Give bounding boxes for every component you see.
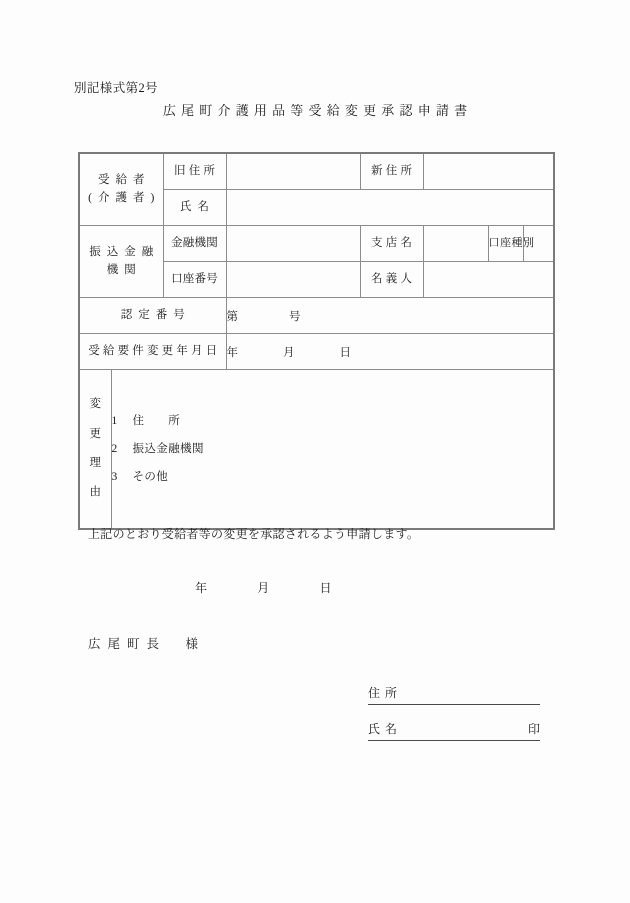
change-date-day: 日: [339, 346, 352, 359]
reason-label-char-2: 更: [89, 427, 101, 440]
old-address-value[interactable]: [226, 153, 360, 190]
bank-label-line1: 振込金融: [89, 246, 160, 259]
change-date-value[interactable]: [226, 334, 554, 370]
account-holder-value[interactable]: [423, 262, 554, 298]
bank-branch-value[interactable]: [423, 226, 488, 262]
applicant-name-label: 氏名: [368, 722, 403, 736]
reason-option-2[interactable]: [112, 435, 554, 463]
recipient-label-line1: 受給者: [98, 174, 151, 187]
new-address-label: 新住所: [360, 153, 423, 190]
table-row-bank-institution: [79, 226, 554, 262]
application-statement: 上記のとおり受給者等の変更を承認されるよう申請します。: [88, 527, 420, 541]
recipient-name-value[interactable]: [226, 190, 554, 226]
reason-label-char-3: 理: [89, 457, 101, 469]
reason-option-1[interactable]: [112, 407, 554, 435]
bank-label-cell: [79, 226, 163, 298]
reason-option-3[interactable]: [112, 463, 554, 491]
application-form-table: [78, 152, 555, 530]
account-number-value[interactable]: [226, 262, 360, 298]
reason-option-2-number: 2: [111, 442, 118, 455]
recipient-name-label: 氏名: [163, 190, 226, 226]
reason-option-1-text: 住 所: [132, 414, 181, 427]
account-number-label: 口座番号: [163, 262, 226, 298]
reason-label-char-1: 変: [89, 398, 101, 411]
change-date-month: 月: [282, 346, 295, 359]
applicant-address-label: 住所: [368, 686, 403, 700]
certification-label: 認定番号: [79, 298, 226, 334]
reason-option-2-text: 振込金融機関: [132, 442, 204, 455]
application-date-day: 日: [319, 581, 332, 595]
seal-icon: 印: [527, 722, 540, 736]
recipient-label-cell: [79, 153, 163, 226]
bank-branch-label: 支店名: [360, 226, 423, 262]
reason-option-1-number: 1: [111, 414, 118, 427]
change-date-year: 年: [226, 346, 239, 359]
application-date-line[interactable]: [195, 579, 332, 596]
reason-option-3-text: その他: [132, 471, 169, 484]
old-address-label: 旧住所: [163, 153, 226, 190]
reason-option-3-number: 3: [111, 471, 118, 484]
form-number: 別記様式第2号: [74, 81, 159, 95]
bank-institution-value[interactable]: [226, 226, 360, 262]
account-type-label: 口座種別: [488, 226, 523, 262]
applicant-address-row[interactable]: [368, 684, 540, 705]
table-row-change-reason: [79, 370, 554, 530]
new-address-value[interactable]: [423, 153, 554, 190]
applicant-name-row[interactable]: [368, 720, 540, 741]
bank-institution-label: 金融機関: [163, 226, 226, 262]
document-title: 広尾町介護用品等受給変更承認申請書: [162, 103, 473, 118]
change-reason-options: [111, 370, 554, 530]
change-reason-label: [79, 370, 111, 530]
reason-label-char-4: 由: [89, 486, 101, 499]
application-date-month: 月: [257, 581, 270, 595]
applicant-signature-block: [368, 684, 540, 756]
application-date-year: 年: [195, 581, 208, 595]
recipient-label-line2: (介護者): [88, 191, 161, 204]
table-row-certification-number: [79, 298, 554, 334]
account-holder-label: 名義人: [360, 262, 423, 298]
bank-label-line2: 機関: [106, 263, 142, 276]
certification-prefix: 第: [226, 310, 239, 323]
certification-value[interactable]: [226, 298, 554, 334]
table-row-change-date: [79, 334, 554, 370]
table-row-recipient-address: [79, 153, 554, 190]
addressee: 広尾町長 様: [88, 637, 206, 651]
change-date-label: 受給要件変更年月日: [79, 334, 226, 370]
certification-suffix: 号: [288, 310, 301, 323]
